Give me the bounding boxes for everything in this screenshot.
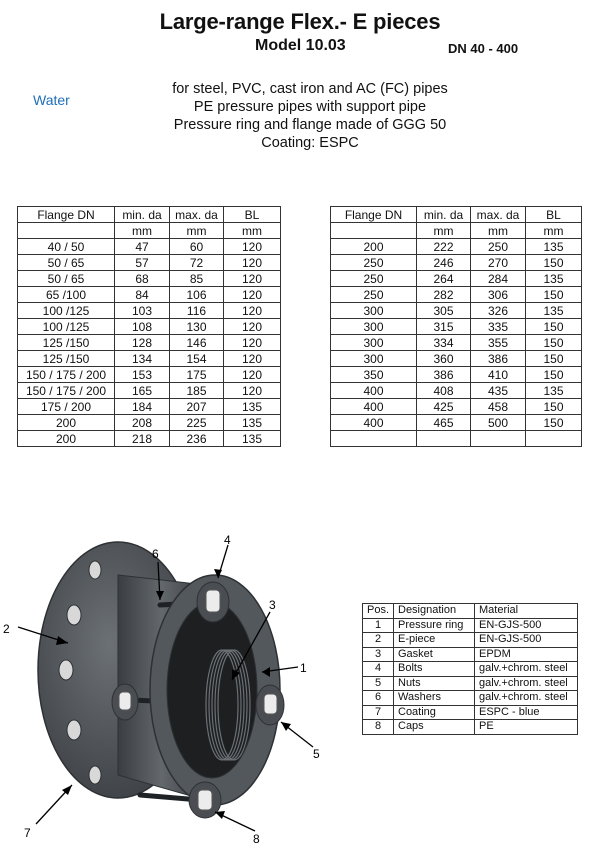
table-row [331,431,582,447]
table-cell: 84 [115,287,170,303]
table-cell: 208 [115,415,170,431]
table-cell: 150 [526,335,582,351]
column-header: BL [526,207,582,223]
column-header: Material [475,604,578,619]
table-row [18,415,281,431]
table-cell: 6 [363,691,394,706]
table-cell [471,431,526,447]
table-cell: 250 [331,255,417,271]
table-cell: 360 [417,351,471,367]
description-line: PE pressure pipes with support pipe [193,99,427,115]
table-cell: 146 [170,335,224,351]
table-cell: 500 [471,415,526,431]
table-cell: 40 / 50 [18,239,115,255]
table-cell: 8 [363,720,394,735]
product-illustration [0,530,360,857]
table-row [18,351,281,367]
table-cell: Washers [394,691,475,706]
table-cell: 60 [170,239,224,255]
table-cell: Caps [394,720,475,735]
table-cell: 150 / 175 / 200 [18,367,115,383]
table-cell: 284 [471,271,526,287]
table-cell: 222 [417,239,471,255]
table-cell: 306 [471,287,526,303]
table-cell: 135 [526,383,582,399]
table-cell: 326 [471,303,526,319]
table-cell: 386 [471,351,526,367]
table-cell: 315 [417,319,471,335]
description [130,80,490,152]
table-row [18,303,281,319]
column-header: Designation [394,604,475,619]
table-cell: 120 [224,271,281,287]
table-cell: 200 [18,431,115,447]
table-cell: 120 [224,383,281,399]
table-cell: 120 [224,319,281,335]
table-cell: 165 [115,383,170,399]
table-cell: galv.+chrom. steel [475,676,578,691]
table-cell: 108 [115,319,170,335]
table-cell: 335 [471,319,526,335]
table-cell: 85 [170,271,224,287]
table-cell: 135 [224,431,281,447]
table-cell: 425 [417,399,471,415]
table-row [331,335,582,351]
table-row [18,399,281,415]
table-cell: Nuts [394,676,475,691]
table-cell: 125 /150 [18,335,115,351]
table-cell: 435 [471,383,526,399]
table-cell: 282 [417,287,471,303]
table-cell: 135 [526,303,582,319]
table-cell: 3 [363,647,394,662]
column-header: Pos. [363,604,394,619]
callout-8: 8 [253,832,260,846]
table-cell: 68 [115,271,170,287]
table-cell: 128 [115,335,170,351]
table-cell: 57 [115,255,170,271]
unit-cell: mm [526,223,582,239]
table-cell: 120 [224,351,281,367]
table-row [331,319,582,335]
table-cell: 400 [331,415,417,431]
dimensions-table-left [17,206,281,447]
table-cell: 350 [331,367,417,383]
table-cell: EPDM [475,647,578,662]
medium-label: Water [33,92,70,108]
table-cell: 50 / 65 [18,271,115,287]
table-cell: 116 [170,303,224,319]
units-row [331,223,582,239]
table-row [331,399,582,415]
table-row [18,255,281,271]
callout-3: 3 [269,598,276,612]
table-cell: EN-GJS-500 [475,618,578,633]
table-cell: 300 [331,319,417,335]
table-header-row [363,604,578,619]
table-row [363,691,578,706]
unit-cell [331,223,417,239]
table-cell: 5 [363,676,394,691]
table-cell: 458 [471,399,526,415]
description-line: Coating: ESPC [261,135,359,151]
table-cell: 150 [526,255,582,271]
column-header: max. da [471,207,526,223]
table-cell: 7 [363,705,394,720]
table-row [18,287,281,303]
column-header: Flange DN [331,207,417,223]
table-cell: PE [475,720,578,735]
table-cell: 150 / 175 / 200 [18,383,115,399]
column-header: min. da [417,207,471,223]
table-cell: 185 [170,383,224,399]
table-cell: 100 /125 [18,319,115,335]
table-cell: 150 [526,287,582,303]
materials-table [362,603,578,735]
table-cell: 135 [224,415,281,431]
table-cell: 410 [471,367,526,383]
table-cell: 120 [224,303,281,319]
table-cell: 72 [170,255,224,271]
table-row [18,431,281,447]
table-cell: 120 [224,239,281,255]
unit-cell: mm [471,223,526,239]
table-cell [331,431,417,447]
table-cell: 4 [363,662,394,677]
table-row [363,662,578,677]
table-row [363,647,578,662]
table-cell: 236 [170,431,224,447]
table-row [331,287,582,303]
dn-range: DN 40 - 400 [448,41,519,56]
table-cell: ESPC - blue [475,705,578,720]
page-title: Large-range Flex.- E pieces [159,9,441,34]
table-row [18,383,281,399]
column-header: Flange DN [18,207,115,223]
table-cell: Coating [394,705,475,720]
table-cell: 250 [331,287,417,303]
table-cell: galv.+chrom. steel [475,691,578,706]
table-cell: E-piece [394,633,475,648]
table-cell: 47 [115,239,170,255]
unit-cell: mm [417,223,471,239]
table-cell: 120 [224,367,281,383]
table-cell: 153 [115,367,170,383]
table-cell: 207 [170,399,224,415]
table-cell: 200 [18,415,115,431]
table-cell: 305 [417,303,471,319]
table-cell: 334 [417,335,471,351]
table-cell: 300 [331,335,417,351]
table-cell: 120 [224,335,281,351]
table-cell: 355 [471,335,526,351]
column-header: BL [224,207,281,223]
table-cell: 264 [417,271,471,287]
table-row [363,676,578,691]
table-row [18,271,281,287]
table-row [18,319,281,335]
table-row [331,415,582,431]
table-row [18,367,281,383]
table-row [331,303,582,319]
callout-7: 7 [24,826,31,840]
table-cell: 150 [526,415,582,431]
table-cell: 270 [471,255,526,271]
table-cell: Gasket [394,647,475,662]
table-cell: 250 [331,271,417,287]
table-cell: 200 [331,239,417,255]
table-cell: 150 [526,319,582,335]
table-cell: 184 [115,399,170,415]
table-cell: 386 [417,367,471,383]
table-cell: 408 [417,383,471,399]
callout-4: 4 [224,533,231,547]
table-cell: 250 [471,239,526,255]
description-line: Pressure ring and flange made of GGG 50 [173,117,447,133]
table-cell: 1 [363,618,394,633]
table-cell: 300 [331,303,417,319]
table-cell: 135 [526,239,582,255]
callout-5: 5 [313,747,320,761]
table-cell [417,431,471,447]
table-cell: 175 / 200 [18,399,115,415]
table-row [363,720,578,735]
callout-1: 1 [300,661,307,675]
table-row [331,351,582,367]
table-row [331,255,582,271]
callout-2: 2 [3,622,10,636]
units-row [18,223,281,239]
table-cell: 50 / 65 [18,255,115,271]
callout-6: 6 [152,547,159,561]
table-cell: 65 /100 [18,287,115,303]
table-cell: 400 [331,383,417,399]
table-cell: 134 [115,351,170,367]
table-cell: 150 [526,351,582,367]
table-row [363,705,578,720]
table-cell: 120 [224,287,281,303]
table-row [331,367,582,383]
description-line: for steel, PVC, cast iron and AC (FC) pipes [172,81,448,97]
table-row [363,633,578,648]
unit-cell [18,223,115,239]
table-cell: 130 [170,319,224,335]
table-cell: 106 [170,287,224,303]
table-cell: 246 [417,255,471,271]
table-header-row [18,207,281,223]
table-row [363,618,578,633]
table-cell: 100 /125 [18,303,115,319]
table-cell: Bolts [394,662,475,677]
table-cell: 120 [224,255,281,271]
table-row [331,239,582,255]
table-cell: 175 [170,367,224,383]
table-cell: 400 [331,399,417,415]
table-header-row [331,207,582,223]
table-cell [526,431,582,447]
table-cell: 135 [224,399,281,415]
table-row [18,239,281,255]
unit-cell: mm [115,223,170,239]
table-cell: 125 /150 [18,351,115,367]
table-cell: 2 [363,633,394,648]
unit-cell: mm [224,223,281,239]
table-cell: 225 [170,415,224,431]
table-cell: 300 [331,351,417,367]
dimensions-table-right [330,206,582,447]
table-row [331,383,582,399]
model-number: Model 10.03 [255,37,346,54]
table-cell: 135 [526,271,582,287]
table-cell: 154 [170,351,224,367]
table-cell: EN-GJS-500 [475,633,578,648]
table-cell: 465 [417,415,471,431]
table-cell: 150 [526,367,582,383]
table-cell: galv.+chrom. steel [475,662,578,677]
table-cell: Pressure ring [394,618,475,633]
column-header: min. da [115,207,170,223]
table-cell: 103 [115,303,170,319]
table-row [18,335,281,351]
column-header: max. da [170,207,224,223]
table-cell: 218 [115,431,170,447]
unit-cell: mm [170,223,224,239]
table-row [331,271,582,287]
table-cell: 150 [526,399,582,415]
